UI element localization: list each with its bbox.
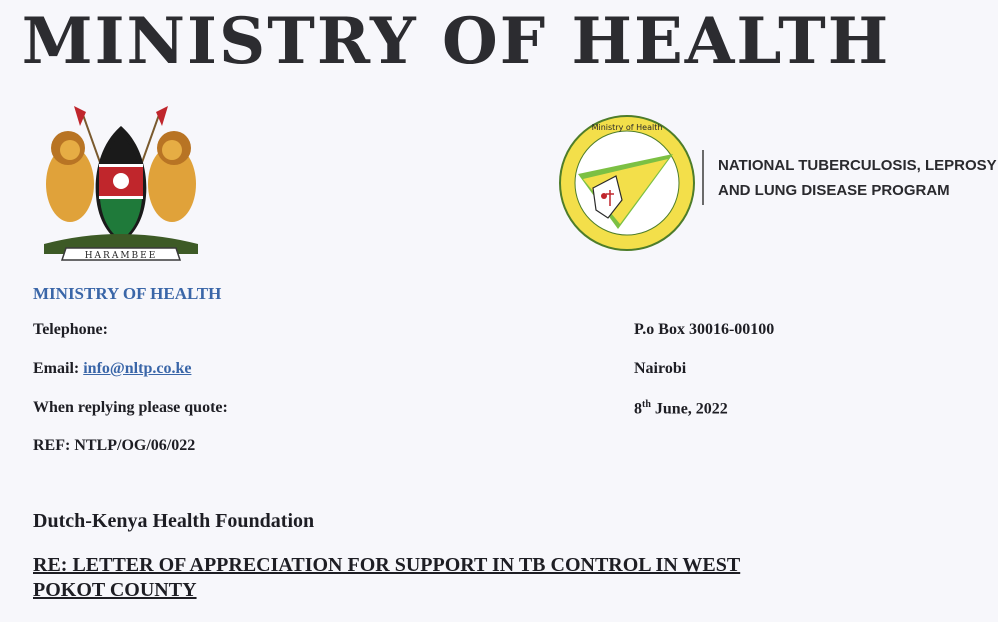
program-name-line2: AND LUNG DISEASE PROGRAM: [718, 182, 950, 199]
reference-number: REF: NTLP/OG/06/022: [33, 437, 196, 454]
email-line: [33, 360, 191, 378]
reply-note: When replying please quote:: [33, 399, 228, 416]
program-divider: [702, 150, 704, 205]
ministry-label: MINISTRY OF HEALTH: [33, 284, 222, 303]
svg-text:Ministry of Health: Ministry of Health: [591, 123, 663, 132]
svg-text:HARAMBEE: HARAMBEE: [84, 251, 158, 261]
program-name: [718, 153, 997, 203]
coat-of-arms-emblem: [30, 104, 210, 264]
date-suffix: th: [642, 399, 651, 410]
email-label: Email:: [33, 360, 80, 377]
subject-line-1: RE: LETTER OF APPRECIATION FOR SUPPORT IN TB CONTROL IN WEST: [33, 554, 741, 576]
recipient: Dutch-Kenya Health Foundation: [33, 510, 315, 532]
subject-line-2: POKOT COUNTY: [33, 579, 197, 601]
date-rest: June, 2022: [650, 400, 728, 418]
date-day: 8: [634, 400, 642, 418]
ntlp-program-logo: [558, 114, 696, 252]
program-name-line1: NATIONAL TUBERCULOSIS, LEPROSY: [718, 157, 997, 174]
letter-date: [634, 399, 728, 418]
telephone-label: Telephone:: [33, 321, 108, 338]
city: Nairobi: [634, 360, 687, 377]
po-box: P.o Box 30016-00100: [634, 321, 775, 338]
subject-line: [33, 553, 893, 603]
letterhead-title: MINISTRY OF HEALTH: [21, 4, 891, 79]
email-link[interactable]: info@nltp.co.ke: [83, 360, 192, 377]
